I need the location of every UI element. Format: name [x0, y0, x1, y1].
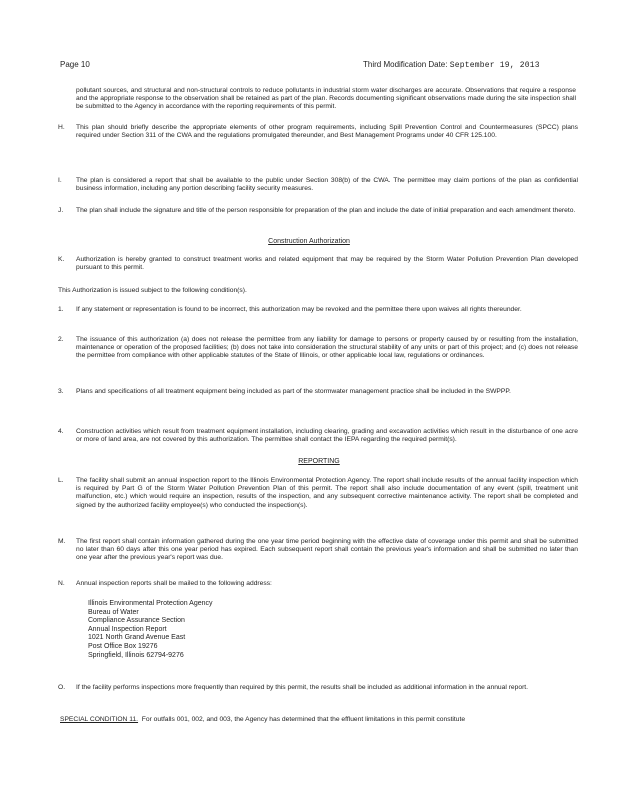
authorization-intro: This Authorization is issued subject to the following condition(s). — [58, 287, 247, 294]
item-text: Authorization is hereby granted to construct treatment works and related equipment that may be required by the Storm Water Pollution Prevention Plan developed pursuant to this permit. — [76, 256, 578, 272]
special-condition-text: For outfalls 001, 002, and 003, the Agency has determined that the effluent limitations in this permit constitute — [141, 716, 466, 723]
item-label: M. — [58, 538, 66, 545]
item-label: K. — [58, 256, 65, 263]
item-text: The plan is considered a report that shall be available to the public under Section 308(b) of the CWA. The permittee may claim portions of the plan as confidential business information, including any portion describing facility security measures. — [76, 177, 578, 193]
item-text: The first report shall contain information gathered during the one year time period beginning with the effective date of coverage under this permit and shall be submitted no later than 60 days after this one year period has expired. Each subsequent report shall contain the previous year's information and shall be submitted no later than one year after the previous year's report was due. — [76, 538, 578, 562]
item-text: This plan should briefly describe the appropriate elements of other program requirements, including Spill Prevention Control and Countermeasures (SPCC) plans required under Section 311 of the CWA and the regulations promulgated thereunder, and Best Management Programs under 40 CFR 125.100. — [76, 124, 578, 140]
intro-paragraph: pollutant sources, and structural and non-structural controls to reduce pollutants in industrial storm water discharges are accurate. Observations that require a response and the appropriate response to the observation shall be retained as part of the plan. Records documenting significant observations made during the site inspection shall be submitted to the Agency in accordance with the reporting requirements of this permit. — [76, 87, 576, 111]
address-line: Annual Inspection Report — [88, 625, 167, 633]
condition-label: 4. — [58, 428, 64, 435]
condition-text: The issuance of this authorization (a) does not release the permittee from any liability for damage to persons or property caused by or resulting from the installation, maintenance or operation of the proposed facilities; (b) does not take into consideration the structural stability of any units or part of this project; and (c) does not release the permittee from compliance with other applicable statutes of the State of Illinois, or other applicable local law, regulations or ordinances. — [76, 336, 578, 360]
mailing-address — [88, 600, 213, 660]
construction-authorization-heading: Construction Authorization — [268, 238, 350, 245]
modification-header — [363, 60, 540, 70]
item-text: Annual inspection reports shall be mailed to the following address: — [76, 580, 272, 587]
condition-label: 3. — [58, 388, 64, 395]
address-line: Post Office Box 19276 — [88, 642, 158, 650]
address-line: 1021 North Grand Avenue East — [88, 634, 186, 642]
address-line: Illinois Environmental Protection Agency — [88, 600, 213, 607]
item-text: If the facility performs inspections more frequently than required by this permit, the results shall be included as additional information in the annual report. — [76, 684, 529, 691]
address-line: Springfield, Illinois 62794-9276 — [88, 651, 184, 659]
item-label: O. — [58, 684, 66, 691]
item-label: I. — [58, 177, 62, 184]
item-text: The facility shall submit an annual inspection report to the Illinois Environmental Protection Agency. The report shall include results of the annual facility inspection which is required by Part G of the Storm Water Pollution Prevention Plan of this permit. The report shall also include documentation of any event (spill, treatment unit malfunction, etc.) which would require an inspection, results of the inspection, and any subsequent corrective maintenance activity. The report shall be completed and signed by the authorized facility employee(s) who conducted the inspection(s). — [76, 477, 578, 509]
condition-label: 1. — [58, 306, 64, 313]
condition-text: Construction activities which result from treatment equipment installation, including clearing, grading and excavation activities which result in the disturbance of one acre or more of land area, are not covered by this authorization. The permittee shall contact the IEPA regarding the required permit(s). — [76, 428, 578, 444]
modification-label: Third Modification Date: — [363, 60, 448, 69]
item-label: H. — [58, 124, 65, 131]
item-label: J. — [58, 207, 64, 214]
item-label: L. — [58, 477, 64, 484]
condition-label: 2. — [58, 336, 64, 343]
reporting-heading: REPORTING — [298, 458, 340, 465]
special-condition-11 — [60, 716, 580, 723]
condition-text: Plans and specifications of all treatment equipment being included as part of the stormwater management practice shall be included in the SWPPP. — [76, 388, 511, 395]
item-label: N. — [58, 580, 65, 587]
modification-date: September 19, 2013 — [449, 61, 540, 70]
page-number: Page 10 — [60, 60, 90, 69]
item-text: The plan shall include the signature and title of the person responsible for preparation of the plan and include the date of initial preparation and each amendment thereto. — [76, 207, 576, 214]
address-line: Bureau of Water — [88, 608, 139, 616]
special-condition-title: SPECIAL CONDITION 11. — [60, 716, 139, 723]
condition-text: If any statement or representation is found to be incorrect, this authorization may be revoked and the permittee there upon waives all rights thereunder. — [76, 306, 522, 313]
address-line: Compliance Assurance Section — [88, 617, 185, 625]
